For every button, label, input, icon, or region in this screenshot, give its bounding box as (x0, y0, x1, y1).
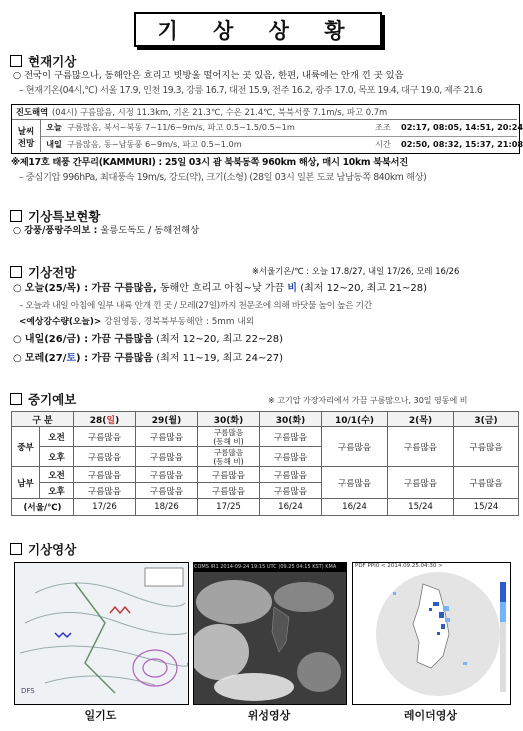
forecast-today-row (41, 119, 523, 137)
weekly-heading (10, 390, 76, 408)
today-range: (최저 12~20, 최고 21~28) (297, 283, 428, 294)
table-cell: 구름많음 (260, 483, 322, 499)
square-bullet-icon (10, 266, 22, 278)
table-cell: 구름많음 (136, 447, 198, 467)
dayafter-post: ) : 가끔 구름많음 (76, 353, 154, 364)
today-head: 오늘(25/목) : 가끔 구름많음, (24, 283, 157, 294)
southern-label: 남부 (12, 467, 40, 499)
table-cell: 구름많음 (136, 467, 198, 483)
warnings-text: 울릉도독도 / 동해전해상 (100, 225, 200, 236)
typhoon-info (11, 157, 408, 169)
forecast-tomorrow-row (41, 136, 523, 152)
day-header: 30(화) (260, 412, 322, 427)
table-cell: 구름많음 (388, 427, 454, 467)
images-title: 기상영상 (28, 542, 77, 557)
rain-text: 강원영동, 경북북부동해안 : 5mm 내외 (101, 317, 255, 327)
tide-label: 조조 (375, 122, 391, 132)
table-cell: 구름많음 (74, 467, 136, 483)
table-cell: 구름많음 (322, 467, 388, 499)
table-cell: 구름많음 (74, 427, 136, 447)
forecast-label-1: 날씨 (17, 127, 35, 137)
am-label: 오전 (40, 467, 74, 483)
outlook-tomorrow (13, 334, 283, 346)
temp-cell: 16/24 (322, 499, 388, 516)
today-label: 오늘 (46, 122, 62, 132)
outlook-title: 기상전망 (28, 265, 77, 280)
square-bullet-icon (10, 543, 22, 555)
weekly-title: 중기예보 (28, 392, 77, 407)
temp-cell: 16/24 (260, 499, 322, 516)
rain-label: <예상강수량(오늘)> (19, 317, 102, 327)
temp-cell: 15/24 (454, 499, 519, 516)
outlook-today (13, 283, 427, 295)
tomorrow-forecast: 구름많음, 동~남동풍 6~9m/s, 파고 0.5~1.0m (67, 139, 242, 149)
today-rain: 비 (287, 283, 298, 294)
typhoon-text: ※제17호 태풍 간무리(KAMMURI) : 25일 03시 괌 북북동쪽 960km 해상, 매시 10km 북북서진 (11, 157, 408, 168)
warnings-title: 기상특보현황 (28, 209, 101, 224)
tomorrow-label: 내일 (46, 139, 62, 149)
page-title: 기 상 상 황 (134, 12, 382, 47)
radar-image (352, 562, 511, 705)
caption-satellite: 위성영상 (247, 709, 291, 722)
dayafter-pre: 모레(27/ (24, 353, 67, 364)
tide-today: 02:17, 08:05, 14:51, 20:24 (401, 122, 523, 132)
outlook-heading (10, 263, 76, 281)
radar-map (353, 572, 510, 704)
weather-chart-image (14, 562, 189, 705)
table-cell: 구름많음 (454, 427, 519, 467)
current-summary: ○ 전국이 구름많으나, 동해안은 흐리고 빗방울 떨어지는 곳 있음, 한편, 내륙에는 안개 낀 곳 있음 (13, 70, 404, 81)
today-forecast: 구름많음, 북서~북동 7~11/6~9m/s, 파고 0.5~1.5/0.5~1m (67, 122, 295, 132)
square-bullet-icon (10, 55, 22, 67)
temp-cell: 15/24 (388, 499, 454, 516)
southern-am-row (12, 467, 519, 483)
forecast-label-2: 전망 (17, 139, 35, 149)
warnings-heading (10, 207, 100, 225)
day-header: 2(목) (388, 412, 454, 427)
time-label: 시간 (375, 139, 391, 149)
pm-label: 오후 (40, 483, 74, 499)
temp-row (12, 499, 519, 516)
caption-radar: 레이더영상 (403, 709, 458, 722)
table-cell: 구름많음 (198, 467, 260, 483)
obs-label: 진도해역 (15, 107, 49, 117)
tomorrow-head: 내일(26/금) : 가끔 구름많음 (24, 334, 153, 345)
table-cell: 구름많음 (260, 447, 322, 467)
warnings-label: 강풍/풍랑주의보 : (24, 225, 98, 236)
circle-bullet-icon: ○ (13, 353, 25, 364)
circle-bullet-icon: ○ (13, 283, 25, 294)
tide-tomorrow: 02:50, 08:32, 15:37, 21:08 (401, 139, 523, 149)
outlook-today-sub: – 오늘과 내일 아침에 일부 내륙 안개 낀 곳 / 모레(27일)까지 천문조에 의해 바닷물 높이 높은 기간 (19, 301, 372, 311)
temp-cell: 17/26 (74, 499, 136, 516)
table-cell: 구름많음 (136, 427, 198, 447)
weekly-table (11, 411, 519, 516)
dayafter-day: 토 (66, 353, 77, 364)
weekly-note: ※ 고기압 가장자리에서 가끔 구름많으나, 30일 영동에 비 (268, 396, 468, 405)
current-weather-heading (10, 52, 76, 70)
weather-chart-map (15, 563, 188, 704)
table-cell: 구름많음 (198, 483, 260, 499)
weekly-header-row (12, 412, 519, 427)
table-cell: 구름많음 (322, 427, 388, 467)
observation-box (11, 104, 523, 154)
current-weather-title: 현재기상 (28, 54, 77, 69)
radar-header: PDF PPI0 < 2014.09.25.04:30 > (355, 563, 443, 569)
seoul-temp: ※서울기온/℃ : 오늘 17.8/27, 내일 17/26, 모레 16/26 (252, 266, 460, 276)
today-rest: 동해안 흐리고 아침~낮 가끔 (156, 283, 288, 294)
table-cell: 구름많음 (454, 467, 519, 499)
current-temps: – 현재기온(04시,℃) 서울 17.9, 인천 19.3, 강릉 16.7, 대전 15.9, 전주 16.2, 광주 17.0, 목포 19.4, 대구 19.0, 제주 21.6 (19, 85, 483, 96)
rain-forecast (19, 316, 254, 328)
day-header: 3(금) (454, 412, 519, 427)
am-label: 오전 (40, 427, 74, 447)
table-cell: 구름많음 (136, 483, 198, 499)
tomorrow-range: (최저 12~20, 최고 22~28) (153, 334, 283, 345)
square-bullet-icon (10, 393, 22, 405)
table-cell: 구름많음 (동해 비) (198, 447, 260, 467)
outlook-dayafter (13, 353, 283, 365)
satellite-header: COMS IR1 2014-09-24 19:15 UTC (09.25 04:15 KST) KMA (194, 563, 346, 572)
table-cell: 구름많음 (74, 447, 136, 467)
circle-bullet-icon: ○ (13, 225, 25, 236)
temp-label: (서울/℃) (12, 499, 74, 516)
pm-label: 오후 (40, 447, 74, 467)
dayafter-range: (최저 11~19, 최고 24~27) (153, 353, 284, 364)
table-cell: 구름많음 (동해 비) (198, 427, 260, 447)
central-am-row (12, 427, 519, 447)
day-header: 28(일) (74, 412, 136, 427)
table-cell: 구름많음 (260, 467, 322, 483)
table-cell: 구름많음 (388, 467, 454, 499)
obs-row (12, 105, 517, 120)
day-header: 29(월) (136, 412, 198, 427)
table-cell: 구름많음 (74, 483, 136, 499)
circle-bullet-icon: ○ (13, 334, 25, 345)
day-header: 10/1(수) (322, 412, 388, 427)
images-heading (10, 540, 76, 558)
caption-weather-chart: 일기도 (84, 709, 117, 722)
satellite-map (194, 572, 346, 704)
warnings-line (13, 225, 199, 237)
forecast-label (12, 119, 41, 152)
weekly-corner: 구 분 (12, 412, 74, 427)
table-cell: 구름많음 (260, 427, 322, 447)
satellite-image (193, 562, 347, 705)
square-bullet-icon (10, 210, 22, 222)
temp-cell: 17/25 (198, 499, 260, 516)
central-label: 중부 (12, 427, 40, 467)
day-header: 30(화) (198, 412, 260, 427)
typhoon-sub: – 중심기압 996hPa, 최대풍속 19m/s, 강도(약), 크기(소형) (28일 03시 일본 도쿄 남남동쪽 840km 해상) (19, 172, 427, 183)
chart-label: DFS (21, 687, 35, 695)
temp-cell: 18/26 (136, 499, 198, 516)
obs-text: (04시) 구름많음, 시정 11.3km, 기온 21.3℃, 수온 21.4℃, 북북서풍 7.1m/s, 파고 0.7m (52, 107, 388, 117)
